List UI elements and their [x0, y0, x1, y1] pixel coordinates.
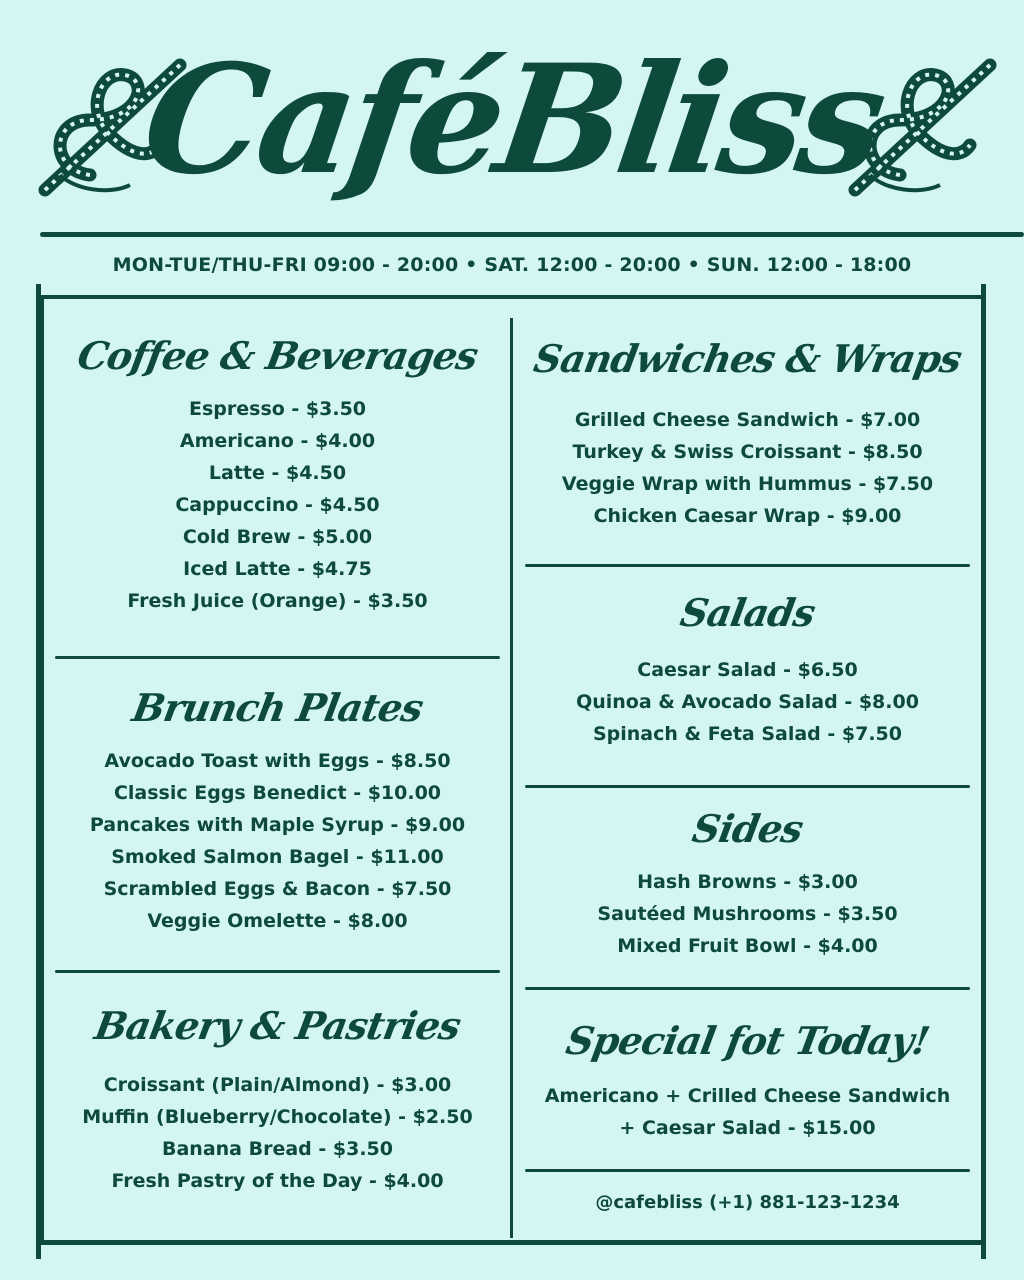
menu-item: Banana Bread - $3.50 — [162, 1137, 393, 1160]
item-list — [55, 393, 500, 617]
cafe-title: CaféBliss — [133, 32, 891, 208]
section-salads — [525, 592, 970, 750]
section-title: Salads — [677, 590, 819, 635]
menu-item: Smoked Salmon Bagel - $11.00 — [111, 845, 444, 868]
section-divider — [525, 1169, 970, 1172]
menu-item: Cappuccino - $4.50 — [175, 493, 380, 516]
special-line: Americano + Crilled Cheese Sandwich — [544, 1084, 951, 1107]
menu-item: Spinach & Feta Salad - $7.50 — [592, 722, 902, 745]
menu-item: Mixed Fruit Bowl - $4.00 — [617, 934, 878, 957]
opening-hours: MON-TUE/THU-FRI 09:00 - 20:00 • SAT. 12:00 - 20:00 • SUN. 12:00 - 18:00 — [112, 254, 912, 276]
menu-item: Sautéed Mushrooms - $3.50 — [597, 902, 898, 925]
item-list — [55, 1069, 500, 1197]
item-list — [525, 1080, 970, 1144]
header-divider — [40, 232, 1024, 237]
section-bakery-pastries — [55, 1005, 500, 1197]
section-title: Brunch Plates — [129, 685, 427, 730]
menu-item: Veggie Omelette - $8.00 — [147, 909, 408, 932]
menu-item: Americano - $4.00 — [179, 429, 376, 452]
section-title: Sandwiches & Wraps — [530, 336, 965, 381]
section-brunch-plates — [55, 687, 500, 937]
section-title: Coffee & Beverages — [74, 333, 481, 378]
column-divider — [510, 318, 513, 1238]
section-title: Sides — [689, 806, 807, 851]
contact-info: @cafebliss (+1) 881-123-1234 — [595, 1192, 900, 1213]
section-title: Special fot Today! — [562, 1018, 933, 1063]
item-list — [55, 745, 500, 937]
menu-item: Iced Latte - $4.75 — [183, 557, 372, 580]
section-title: Bakery & Pastries — [91, 1003, 464, 1048]
menu-item: Chicken Caesar Wrap - $9.00 — [593, 504, 902, 527]
menu-item: Classic Eggs Benedict - $10.00 — [113, 781, 442, 804]
section-divider — [525, 785, 970, 788]
menu-item: Fresh Pastry of the Day - $4.00 — [111, 1169, 444, 1192]
frame-post-left — [36, 284, 41, 1259]
menu-item: Croissant (Plain/Almond) - $3.00 — [103, 1073, 452, 1096]
menu-item: Espresso - $3.50 — [188, 397, 367, 420]
section-divider — [55, 970, 500, 973]
header — [0, 20, 1024, 220]
menu-item: Muffin (Blueberry/Chocolate) - $2.50 — [82, 1105, 473, 1128]
menu-item: Turkey & Swiss Croissant - $8.50 — [572, 440, 923, 463]
menu-item: Avocado Toast with Eggs - $8.50 — [104, 749, 451, 772]
frame-post-right — [981, 284, 986, 1259]
menu-item: Cold Brew - $5.00 — [182, 525, 373, 548]
item-list — [525, 866, 970, 962]
section-special-today — [525, 1020, 970, 1144]
section-divider — [525, 564, 970, 567]
menu-item: Grilled Cheese Sandwich - $7.00 — [574, 408, 921, 431]
section-sides — [525, 808, 970, 962]
section-sandwiches-wraps — [525, 338, 970, 532]
item-list — [525, 654, 970, 750]
menu-item: Scrambled Eggs & Bacon - $7.50 — [103, 877, 452, 900]
menu-item: Caesar Salad - $6.50 — [637, 658, 858, 681]
menu-item: Quinoa & Avocado Salad - $8.00 — [576, 690, 919, 713]
menu-item: Veggie Wrap with Hummus - $7.50 — [561, 472, 934, 495]
section-divider — [525, 987, 970, 990]
menu-item: Latte - $4.50 — [208, 461, 347, 484]
section-divider — [55, 656, 500, 659]
item-list — [525, 404, 970, 532]
menu-item: Hash Browns - $3.00 — [637, 870, 858, 893]
menu-item: Pancakes with Maple Syrup - $9.00 — [89, 813, 466, 836]
special-line: + Caesar Salad - $15.00 — [619, 1116, 876, 1139]
menu-item: Fresh Juice (Orange) - $3.50 — [127, 589, 428, 612]
section-coffee-beverages — [55, 335, 500, 617]
